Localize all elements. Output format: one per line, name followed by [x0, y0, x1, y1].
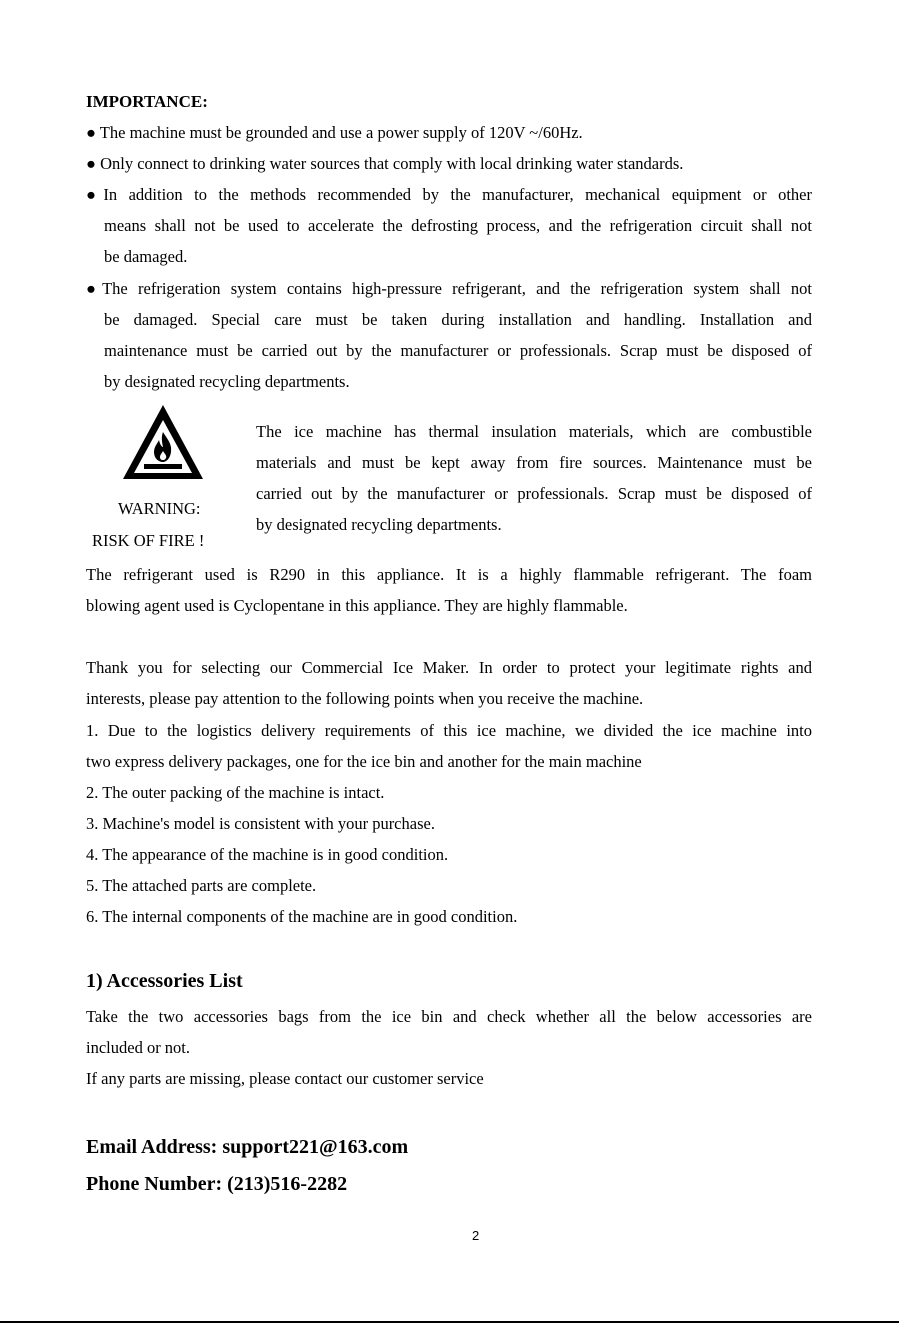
warning-text-line-4: by designated recycling departments.: [256, 515, 502, 534]
importance-bullet-3-line-2: means shall not be used to accelerate the defrosting process, and the refrigeration circuit shall not: [104, 216, 812, 235]
page-bottom-rule: [0, 1321, 899, 1323]
thanks-line-1: Thank you for selecting our Commercial Ice Maker. In order to protect your legitimate rights and: [86, 658, 812, 677]
check-item-1-line-2: two express delivery packages, one for the ice bin and another for the main machine: [86, 752, 642, 771]
email-address: Email Address: support221@163.com: [86, 1136, 409, 1158]
check-item-2: 2. The outer packing of the machine is intact.: [86, 783, 385, 802]
warning-text-line-1: The ice machine has thermal insulation materials, which are combustible: [256, 422, 812, 441]
importance-bullet-4-line-1: ●The refrigeration system contains high-pressure refrigerant, and the refrigeration system shall not: [86, 279, 812, 298]
warning-caption: WARNING:: [118, 499, 201, 518]
check-item-5: 5. The attached parts are complete.: [86, 876, 317, 895]
risk-of-fire-caption: RISK OF FIRE !: [92, 531, 205, 550]
phone-number: Phone Number: (213)516-2282: [86, 1173, 348, 1195]
check-item-1-line-1: 1. Due to the logistics delivery requirements of this ice machine, we divided the ice machine into: [86, 721, 812, 740]
accessories-line-3: If any parts are missing, please contact our customer service: [86, 1069, 484, 1088]
warning-text-line-3: carried out by the manufacturer or professionals. Scrap must be disposed of: [256, 484, 812, 503]
importance-bullet-4-line-3: maintenance must be carried out by the manufacturer or professionals. Scrap must be disposed of: [104, 341, 812, 360]
refrigerant-line-1: The refrigerant used is R290 in this appliance. It is a highly flammable refrigerant. The foam: [86, 565, 812, 584]
thanks-line-2: interests, please pay attention to the following points when you receive the machine.: [86, 689, 644, 708]
check-item-6: 6. The internal components of the machine are in good condition.: [86, 907, 518, 926]
check-item-4: 4. The appearance of the machine is in good condition.: [86, 845, 449, 864]
accessories-line-1: Take the two accessories bags from the ice bin and check whether all the below accessories are: [86, 1007, 812, 1026]
accessories-heading: 1) Accessories List: [86, 970, 243, 992]
check-item-3: 3. Machine's model is consistent with your purchase.: [86, 814, 435, 833]
refrigerant-line-2: blowing agent used is Cyclopentane in this appliance. They are highly flammable.: [86, 596, 628, 615]
importance-bullet-1: ● The machine must be grounded and use a power supply of 120V ~/60Hz.: [86, 123, 583, 142]
accessories-line-2: included or not.: [86, 1038, 191, 1057]
flammable-warning-icon: [120, 402, 206, 482]
warning-text-line-2: materials and must be kept away from fire sources. Maintenance must be: [256, 453, 812, 472]
importance-bullet-2: ● Only connect to drinking water sources that comply with local drinking water standards.: [86, 154, 684, 173]
importance-bullet-4-line-4: by designated recycling departments.: [104, 372, 350, 391]
importance-bullet-4-line-2: be damaged. Special care must be taken during installation and handling. Installation and: [104, 310, 812, 329]
importance-bullet-3-line-1: ●In addition to the methods recommended by the manufacturer, mechanical equipment or other: [86, 185, 812, 204]
importance-heading: IMPORTANCE:: [86, 92, 208, 111]
page-number: 2: [472, 1228, 480, 1243]
importance-bullet-3-line-3: be damaged.: [104, 247, 188, 266]
